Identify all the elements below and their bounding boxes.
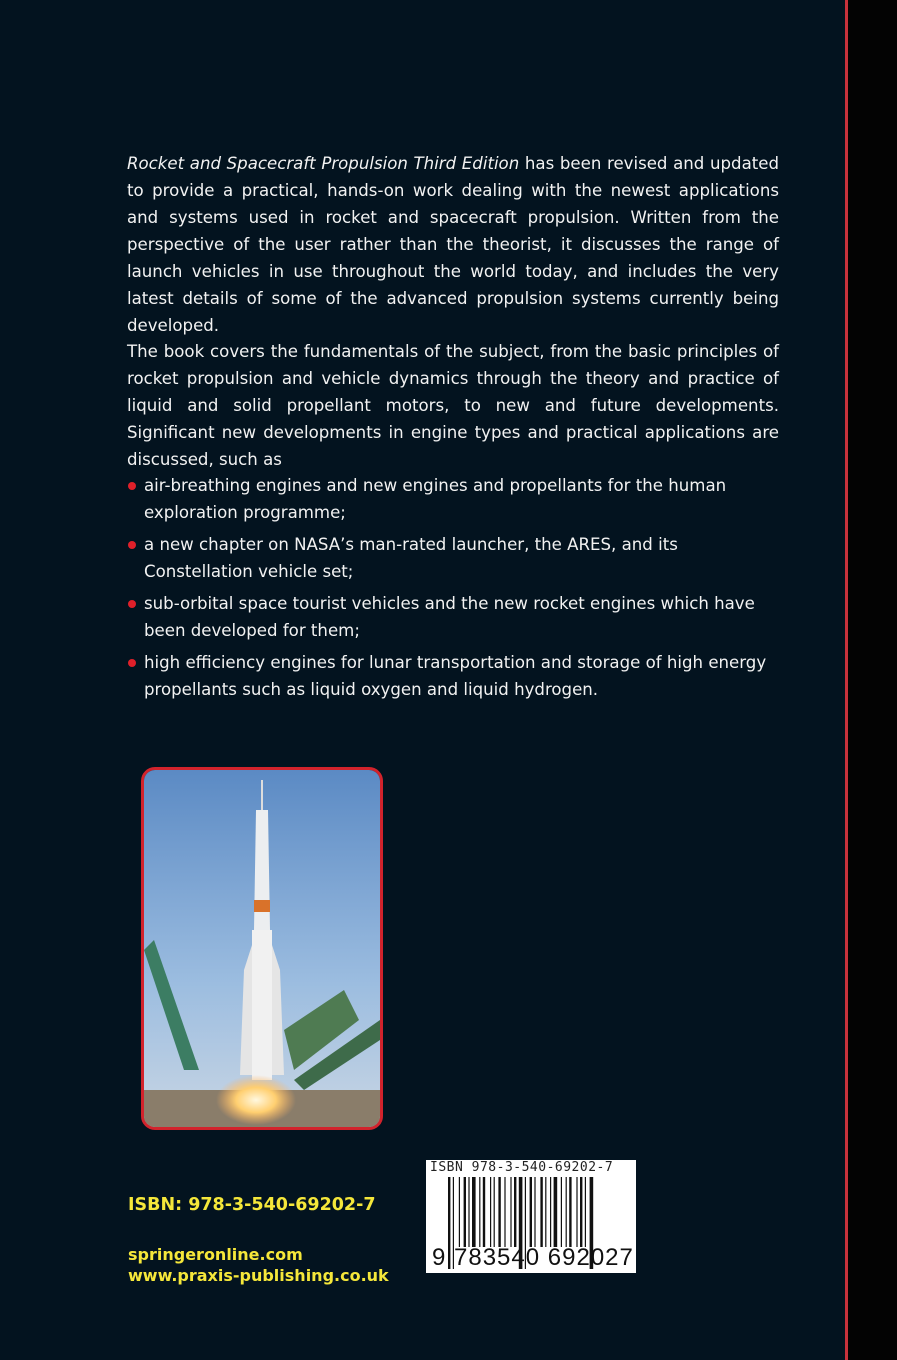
list-item: a new chapter on NASA’s man-rated launcher, the ARES, and its Constellation vehicle set;: [127, 531, 787, 585]
publisher-link-praxis[interactable]: www.praxis-publishing.co.uk: [128, 1266, 389, 1285]
description-paragraph-2: The book covers the fundamentals of the subject, from the basic principles of rocket propulsion and vehicle dynamics through the theory and practice of liquid and solid propellant motors, to new and future developments. Significant new developments in engine types and practical applications are discussed, such as: [127, 342, 779, 469]
list-item: sub-orbital space tourist vehicles and the new rocket engines which have been developed for them;: [127, 590, 787, 644]
barcode-isbn-text: ISBN 978-3-540-69202-7: [430, 1160, 614, 1175]
spine: [848, 0, 897, 1360]
feature-list: [127, 472, 787, 708]
barcode-number: 9 783540 692027: [432, 1244, 634, 1271]
description-paragraph-1: [127, 150, 779, 339]
rocket-launch-photo: [141, 767, 383, 1130]
publisher-link-springer[interactable]: springeronline.com: [128, 1245, 303, 1264]
list-item: high efficiency engines for lunar transportation and storage of high energy propellants such as liquid oxygen and liquid hydrogen.: [127, 649, 787, 703]
isbn-barcode: [426, 1160, 636, 1273]
list-item: air-breathing engines and new engines and propellants for the human exploration programme;: [127, 472, 787, 526]
isbn-label: ISBN: 978-3-540-69202-7: [128, 1195, 376, 1215]
paragraph-1-text: has been revised and updated to provide a practical, hands-on work dealing with the newest applications and systems used in rocket and spacecraft propulsion. Written from the perspective of the user rather than the theorist, it discusses the range of launch vehicles in use throughout the world today, and includes the very latest details of some of the advanced propulsion systems currently being developed.: [127, 154, 779, 335]
book-title: Rocket and Spacecraft Propulsion Third Edition: [127, 154, 520, 173]
